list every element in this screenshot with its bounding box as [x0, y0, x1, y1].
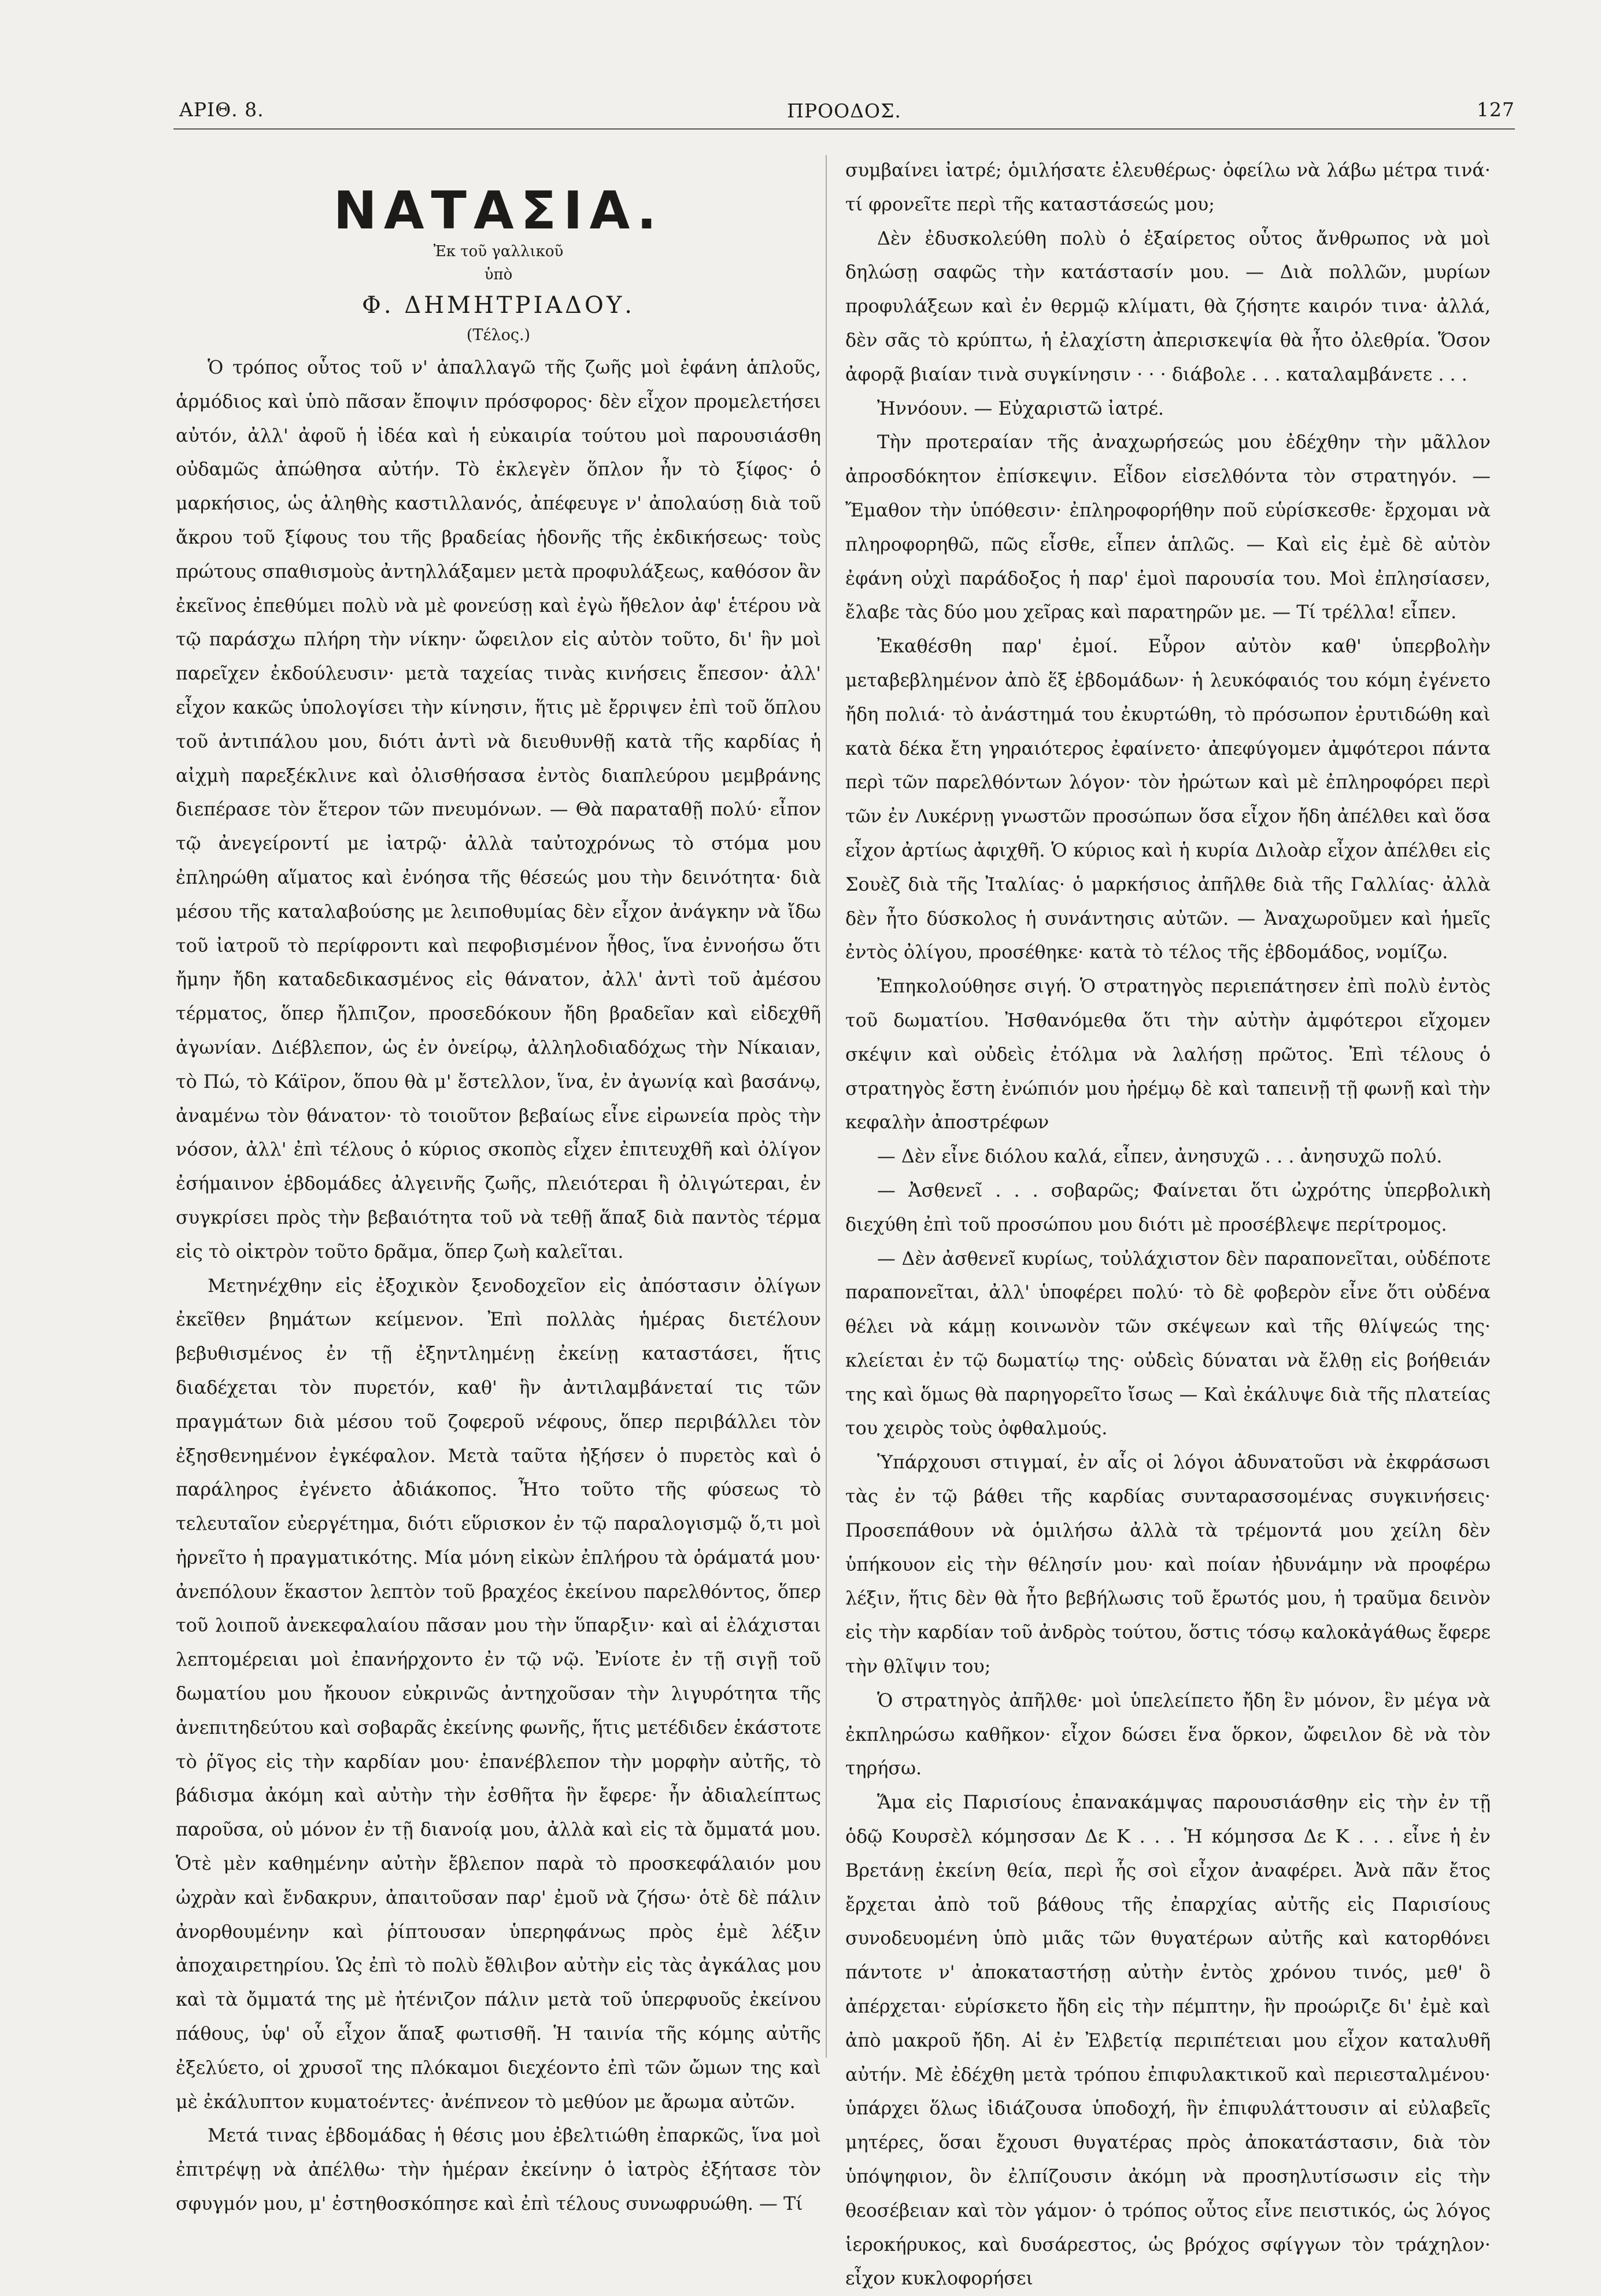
- paragraph: Δὲν ἐδυσκολεύθη πολὺ ὁ ἐξαίρετος οὗτος ἄνθρωπος νὰ μοὶ δηλώσῃ σαφῶς τὴν κατάστασίν μου. — Διὰ πολλῶν, μυρίων προφυλάξεων καὶ ἐν θερμῷ κλίματι, θὰ ζήσητε καιρόν τινα· ἀλλά, δὲν σᾶς τὸ κρύπτω, ἡ ἐλαχίστη ἀπερισκεψία θὰ ἦτο ὀλεθρία. Ὅσον ἀφορᾷ βιαίαν τινὰ συγκίνησιν · · · διάβολε . . . καταλαμβάνετε . . .: [845, 227, 1491, 385]
- paragraph: — Ἀσθενεῖ . . . σοβαρῶς; Φαίνεται ὅτι ὠχρότης ὑπερβολικὴ διεχύθη ἐπὶ τοῦ προσώπου μου διότι μὲ προσέβλεψε περίτρομος.: [845, 1179, 1491, 1235]
- paragraph: συμβαίνει ἰατρέ; ὁμιλήσατε ἐλευθέρως· ὀφείλω νὰ λάβω μέτρα τινά· τί φρονεῖτε περὶ τῆς καταστάσεώς μου;: [845, 160, 1491, 215]
- article-by: ὑπὸ: [484, 266, 513, 283]
- paragraph: — Δὲν ἀσθενεῖ κυρίως, τοὐλάχιστον δὲν παραπονεῖται, οὐδέποτε παραπονεῖται, ἀλλ' ὑποφέρει πολύ· τὸ δὲ φοβερὸν εἶνε ὅτι οὐδένα θέλει νὰ κάμῃ κοινωνὸν τῶν σκέψεων καὶ τῆς θλίψεώς της· κλείεται ἐν τῷ δωματίῳ της· οὐδεὶς δύναται νὰ ἔλθῃ εἰς βοήθειάν της καὶ ὅμως θὰ παρηγορεῖτο ἴσως — Καὶ ἐκάλυψε διὰ τῆς πλατείας του χειρὸς τοὺς ὀφθαλμούς.: [845, 1247, 1491, 1439]
- header-rule: [173, 128, 1515, 130]
- paragraph: Τὴν προτεραίαν τῆς ἀναχωρήσεώς μου ἐδέχθην τὴν μᾶλλον ἀπροσδόκητον ἐπίσκεψιν. Εἶδον εἰσελθόντα τὸν στρατηγόν. — Ἔμαθον τὴν ὑπόθεσιν· ἐπληροφορήθην ποῦ εὑρίσκεσθε· ἔρχομαι νὰ πληροφορηθῶ, πῶς εἶσθε, εἶπεν ἁπλῶς. — Καὶ εἰς ἐμὲ δὲ αὐτὸν ἐφάνη οὐχὶ παράδοξος ἡ παρ' ἐμοὶ παρουσία του. Μοὶ ἐπλησίασεν, ἔλαβε τὰς δύο μου χεῖρας καὶ παρατηρῶν με. — Τί τρέλλα! εἶπεν.: [845, 431, 1491, 623]
- running-header: [173, 93, 1515, 127]
- paragraph: Μετά τινας ἑβδομάδας ἡ θέσις μου ἐβελτιώθη ἐπαρκῶς, ἵνα μοὶ ἐπιτρέψῃ νὰ ἀπέλθω· τὴν ἡμέραν ἐκείνην ὁ ἰατρὸς ἐξήτασε τὸν σφυγμόν μου, μ' ἐστηθοσκόπησε καὶ ἐπὶ τέλους συνωφρυώθη. — Τί: [176, 2125, 821, 2215]
- issue-number: ΑΡΙΘ. 8.: [179, 98, 264, 121]
- paragraph: Ἐπηκολούθησε σιγή. Ὁ στρατηγὸς περιεπάτησεν ἐπὶ πολὺ ἐντὸς τοῦ δωματίου. Ἠσθανόμεθα ὅτι τὴν αὐτὴν ἀμφότεροι εἴχομεν σκέψιν καὶ οὐδεὶς ἐτόλμα νὰ λαλήσῃ πρῶτος. Ἐπὶ τέλους ὁ στρατηγὸς ἔστη ἐνώπιόν μου ἠρέμῳ δὲ καὶ ταπεινῇ τῇ φωνῇ καὶ τὴν κεφαλὴν ἀποστρέφων: [845, 976, 1491, 1134]
- article-author: Φ. ΔΗΜΗΤΡΙΑΔΟΥ.: [362, 292, 635, 319]
- right-column: [845, 154, 1491, 2296]
- paragraph: — Δὲν εἶνε διόλου καλά, εἶπεν, ἀνησυχῶ . . . ἀνησυχῶ πολύ.: [877, 1146, 1443, 1168]
- journal-name: ΠΡΟΟΔΟΣ.: [787, 99, 901, 122]
- paragraph: Ἠννόουν. — Εὐχαριστῶ ἰατρέ.: [877, 397, 1164, 419]
- page-number: 127: [1477, 98, 1515, 121]
- paragraph: Ὁ στρατηγὸς ἀπῆλθε· μοὶ ὑπελείπετο ἤδη ἓν μόνον, ἓν μέγα νὰ ἐκπληρώσω καθῆκον· εἶχον δώσει ἕνα ὅρκον, ὤφειλον δὲ νὰ τὸν τηρήσω.: [845, 1689, 1491, 1780]
- paragraph: Ἅμα εἰς Παρισίους ἐπανακάμψας παρουσιάσθην εἰς τὴν ἐν τῇ ὁδῷ Κουρσὲλ κόμησσαν Δε Κ . . . Ἡ κόμησσα Δε Κ . . . εἶνε ἡ ἐν Βρετάνῃ ἐκείνη θεία, περὶ ἧς σοὶ εἶχον ἀναφέρει. Ἀνὰ πᾶν ἔτος ἔρχεται ἀπὸ τοῦ βάθους τῆς ἐπαρχίας αὐτῆς εἰς Παρισίους συνοδευομένη ὑπὸ μιᾶς τῶν θυγατέρων αὐτῆς καὶ κατορθόνει πάντοτε ν' ἀποκαταστήσῃ αὐτὴν ἐντὸς χρόνου τινός, μεθ' ὃ ἀπέρχεται· εὑρίσκετο ἤδη εἰς τὴν πέμπτην, ἣν προώριζε δι' ἐμὲ καὶ ἀπὸ μακροῦ ἤδη. Αἱ ἐν Ἐλβετίᾳ περιπέτειαι μου εἶχον καταλυθῆ αὐτήν. Μὲ ἐδέχθη μετὰ τρόπου ἐπιφυλακτικοῦ καὶ περιεσταλμένου· ὑπάρχει ὅλως ἰδιάζουσα ὑποδοχή, ἣν ἐπιφυλάττουσιν αἱ εὐλαβεῖς μητέρες, ὅσαι ἔχουσι θυγατέρας πρὸς ἀποκατάστασιν, διὰ τὸν ὑπόψηφιον, ὃν ἐλπίζουσιν ἀκόμη νὰ προσηλυτίσωσιν εἰς τὴν θεοσέβειαν καὶ τὸν γάμον· ὁ τρόπος οὗτος εἶνε πειστικός, ὡς λόγος ἱεροκήρυκος, καὶ δυσάρεστος, ὡς βρόχος σφίγγων τὸν τράχηλον· εἶχον κυκλοφορήσει: [845, 1792, 1491, 2290]
- left-column: [176, 150, 821, 2221]
- article-source: Ἐκ τοῦ γαλλικοῦ: [433, 243, 564, 260]
- paragraph: Μετηνέχθην εἰς ἐξοχικὸν ξενοδοχεῖον εἰς ἀπόστασιν ὀλίγων ἐκεῖθεν βημάτων κείμενον. Ἐπὶ πολλὰς ἡμέρας διετέλουν βεβυθισμένος ἐν τῇ ἐξηντλημένῃ ἐκείνῃ καταστάσει, ἥτις διαδέχεται τὸν πυρετόν, καθ' ἣν ἀντιλαμβάνεταί τις τῶν πραγμάτων διὰ μέσου τοῦ ζοφεροῦ νέφους, ὅπερ περιβάλλει τὸν ἐξησθενημένον ἐγκέφαλον. Μετὰ ταῦτα ἠξήσεν ὁ πυρετὸς καὶ ὁ παράληρος ἐγένετο ἀδιάκοπος. Ἦτο τοῦτο τῆς φύσεως τὸ τελευταῖον εὐεργέτημα, διότι εὕρισκον ἐν τῷ παραλογισμῷ ὅ,τι μοὶ ἠρνεῖτο ἡ πραγματικότης. Μία μόνη εἰκὼν ἐπλήρου τὰ ὁράματά μου· ἀνεπόλουν ἕκαστον λεπτὸν τοῦ βραχέος ἐκείνου παρελθόντος, ὅπερ τοῦ λοιποῦ ἀνεκεφαλαίου πᾶσαν μου τὴν ὕπαρξιν· καὶ αἱ ἐλάχισται λεπτομέρειαι μοὶ ἐπανήρχοντο ἐν τῷ νῷ. Ἐνίοτε ἐν τῇ σιγῇ τοῦ δωματίου μου ἤκουον εὐκρινῶς ἀντηχοῦσαν τὴν λιγυρότητα τῆς ἀνεπιτηδεύτου καὶ σοβαρᾶς ἐκείνης φωνῆς, ἥτις μετέδιδεν ἑκάστοτε τὸ ῥῖγος εἰς τὴν καρδίαν μου· ἐπανέβλεπον τὴν μορφὴν αὐτῆς, τὸ βάδισμα ἀκόμη καὶ αὐτὴν τὴν ἐσθῆτα ἣν ἔφερε· ἦν ἀδιαλείπτως παροῦσα, οὐ μόνον ἐν τῇ διανοίᾳ μου, ἀλλὰ καὶ εἰς τὰ ὄμματά μου. Ὁτὲ μὲν καθημένην αὐτὴν ἔβλεπον παρὰ τὸ προσκεφάλαιόν μου ὠχρὰν καὶ ἔνδακρυν, ἀπαιτοῦσαν παρ' ἐμοῦ νὰ ζήσω· ὁτὲ δὲ πάλιν ἀνορθουμένην καὶ ῥίπτουσαν ὑπερηφάνως πρὸς ἐμὲ λέξιν ἀποχαιρετηρίου. Ὡς ἐπὶ τὸ πολὺ ἔθλιβον αὐτὴν εἰς τὰς ἀγκάλας μου καὶ τὰ ὄμματά της μὲ ἠτένιζον πάλιν μετὰ τοῦ ὑπερφυοῦς ἐκείνου πάθους, ὑφ' οὗ εἶχον ἅπαξ φωτισθῆ. Ἡ ταινία τῆς κόμης αὐτῆς ἐξελύετο, οἱ χρυσοῖ της πλόκαμοι διεχέοντο ἐπὶ τῶν ὤμων της καὶ μὲ ἐκάλυπτον κυματοέντες· ἀνέπνεον τὸ μεθύον με ἄρωμα αὐτῶν.: [176, 1275, 821, 2113]
- article-title: ΝΑΤΑΣΙΑ.: [333, 180, 664, 241]
- column-divider: [826, 155, 827, 2058]
- paragraph: Ἐκαθέσθη παρ' ἐμοί. Εὗρον αὐτὸν καθ' ὑπερβολὴν μεταβεβλημένον ἀπὸ ἕξ ἑβδομάδων· ἡ λευκόφαιός του κόμη ἐγένετο ἤδη πολιά· τὸ ἀνάστημά του ἐκυρτώθη, τὸ πρόσωπον ἐρυτιδώθη καὶ κατὰ δέκα ἔτη γηραιότερος ἐφαίνετο· ἀπεφύγομεν ἀμφότεροι πάντα περὶ τῶν παρελθόντων λόγον· τὸν ἠρώτων καὶ μὲ ἐπληροφόρει περὶ τῶν ἐν Λυκέρνῃ γνωστῶν προσώπων ὅσα εἶχον ἤδη ἀπέλθει καὶ ὅσα εἶχον ἀρτίως ἀφιχθῆ. Ὁ κύριος καὶ ἡ κυρία Διλοὰρ εἶχον ἀπέλθει εἰς Σουὲζ διὰ τῆς Ἰταλίας· ὁ μαρκήσιος ἀπῆλθε διὰ τῆς Γαλλίας· ἀλλὰ δὲν ἦτο δύσκολος ἡ συνάντησις αὐτῶν. — Ἀναχωροῦμεν καὶ ἡμεῖς ἐντὸς ὀλίγου, προσέθηκε· κατὰ τὸ τέλος τῆς ἑβδομάδος, νομίζω.: [845, 636, 1491, 964]
- article-conclusion-note: (Τέλος.): [466, 326, 531, 344]
- paragraph: Ὑπάρχουσι στιγμαί, ἐν αἷς οἱ λόγοι ἀδυνατοῦσι νὰ ἐκφράσωσι τὰς ἐν τῷ βάθει τῆς καρδίας συνταρασσομένας συγκινήσεις· Προσεπάθουν νὰ ὁμιλήσω ἀλλὰ τὰ τρέμοντά μου χείλη δὲν ὑπήκουον εἰς τὴν θέλησίν μου· καὶ ποίαν ἠδυνάμην νὰ προφέρω λέξιν, ἥτις δὲν θὰ ἦτο βεβήλωσις τοῦ ἔρωτός μου, ἡ τραῦμα δεινὸν εἰς τὴν καρδίαν τοῦ ἀνδρὸς τούτου, ὅστις τόσῳ καλοκἀγάθως ἔφερε τὴν θλῖψιν του;: [845, 1452, 1491, 1678]
- paragraph: Ὁ τρόπος οὗτος τοῦ ν' ἀπαλλαγῶ τῆς ζωῆς μοὶ ἐφάνη ἁπλοῦς, ἁρμόδιος καὶ ὑπὸ πᾶσαν ἔποψιν πρόσφορος· δὲν εἶχον προμελετήσει αὐτόν, ἀλλ' ἀφοῦ ἡ ἰδέα καὶ ἡ εὐκαιρία τούτου μοὶ παρουσιάσθη οὐδαμῶς ἀπώθησα αὐτήν. Τὸ ἐκλεγὲν ὅπλον ἦν τὸ ξίφος· ὁ μαρκήσιος, ὡς ἀληθὴς καστιλλανός, ἀπέφευγε ν' ἀπολαύσῃ διὰ τοῦ ἄκρου τοῦ ξίφους του τῆς βραδείας ἡδονῆς τῆς ἐκδικήσεως· τοὺς πρώτους σπαθισμοὺς ἀντηλλάξαμεν μετὰ προφυλάξεως, καθόσον ἂν ἐκεῖνος ἐπεθύμει πολὺ νὰ μὲ φονεύσῃ καὶ ἐγὼ ἤθελον ἀφ' ἑτέρου νὰ τῷ παράσχω πλήρη τὴν νίκην· ὤφειλον εἰς αὐτὸν τοῦτο, δι' ἣν μοὶ παρεῖχεν ἐκδούλευσιν· μετὰ ταχείας τινὰς κινήσεις ἔπεσον· ἀλλ' εἶχον κακῶς ὑπολογίσει τὴν κίνησιν, ἥτις μὲ ἔρριψεν ἐπὶ τοῦ ὅπλου τοῦ ἀντιπάλου μου, διότι ἀντὶ νὰ διευθυνθῇ κατὰ τῆς καρδίας ἡ αἰχμὴ παρεξέκλινε καὶ ὀλισθήσασα ἐντὸς διαπλεύρου μεμβράνης διεπέρασε τὸν ἕτερον τῶν πνευμόνων. — Θὰ παραταθῇ πολύ· εἶπον τῷ ἀνεγείροντί με ἰατρῷ· ἀλλὰ ταὐτοχρόνως τὸ στόμα μου ἐπληρώθη αἵματος καὶ ἐνόησα τῆς θέσεώς μου τὴν δεινότητα· διὰ μέσου τῆς καταλαβούσης με λειποθυμίας δὲν εἶχον ἀνάγκην νὰ ἴδω τοῦ ἰατροῦ τὸ περίφροντι καὶ πεφοβισμένον ἦθος, ἵνα ἐννοήσω ὅτι ἤμην ἤδη καταδεδικασμένος εἰς θάνατον, ἀλλ' ἀντὶ τοῦ ἀμέσου τέρματος, ὅπερ ἤλπιζον, προσεδόκουν ἤδη βραδεῖαν καὶ εἰδεχθῆ ἀγωνίαν. Διέβλεπον, ὡς ἐν ὀνείρῳ, ἀλληλοδιαδόχως τὴν Νίκαιαν, τὸ Πώ, τὸ Κάϊρον, ὅπου θὰ μ' ἔστελλον, ἵνα, ἐν ἀγωνίᾳ καὶ βασάνῳ, ἀναμένω τὸν θάνατον· τὸ τοιοῦτον βεβαίως εἶνε εἰρωνεία πρὸς τὴν νόσον, ἀλλ' ἐπὶ τέλους ὁ κύριος σκοπὸς εἶχεν ἐπιτευχθῆ καὶ ὀλίγον ἐσήμαινον ἑβδομάδες ἀλγεινῆς ζωῆς, πλειότεραι ἢ ὀλιγώτεραι, ἐν συγκρίσει πρὸς τὴν βεβαιότητα τοῦ νὰ τεθῇ ἅπαξ διὰ παντὸς τέρμα εἰς τὸ οἰκτρὸν τοῦτο δρᾶμα, ὅπερ ζωὴ καλεῖται.: [176, 357, 821, 1263]
